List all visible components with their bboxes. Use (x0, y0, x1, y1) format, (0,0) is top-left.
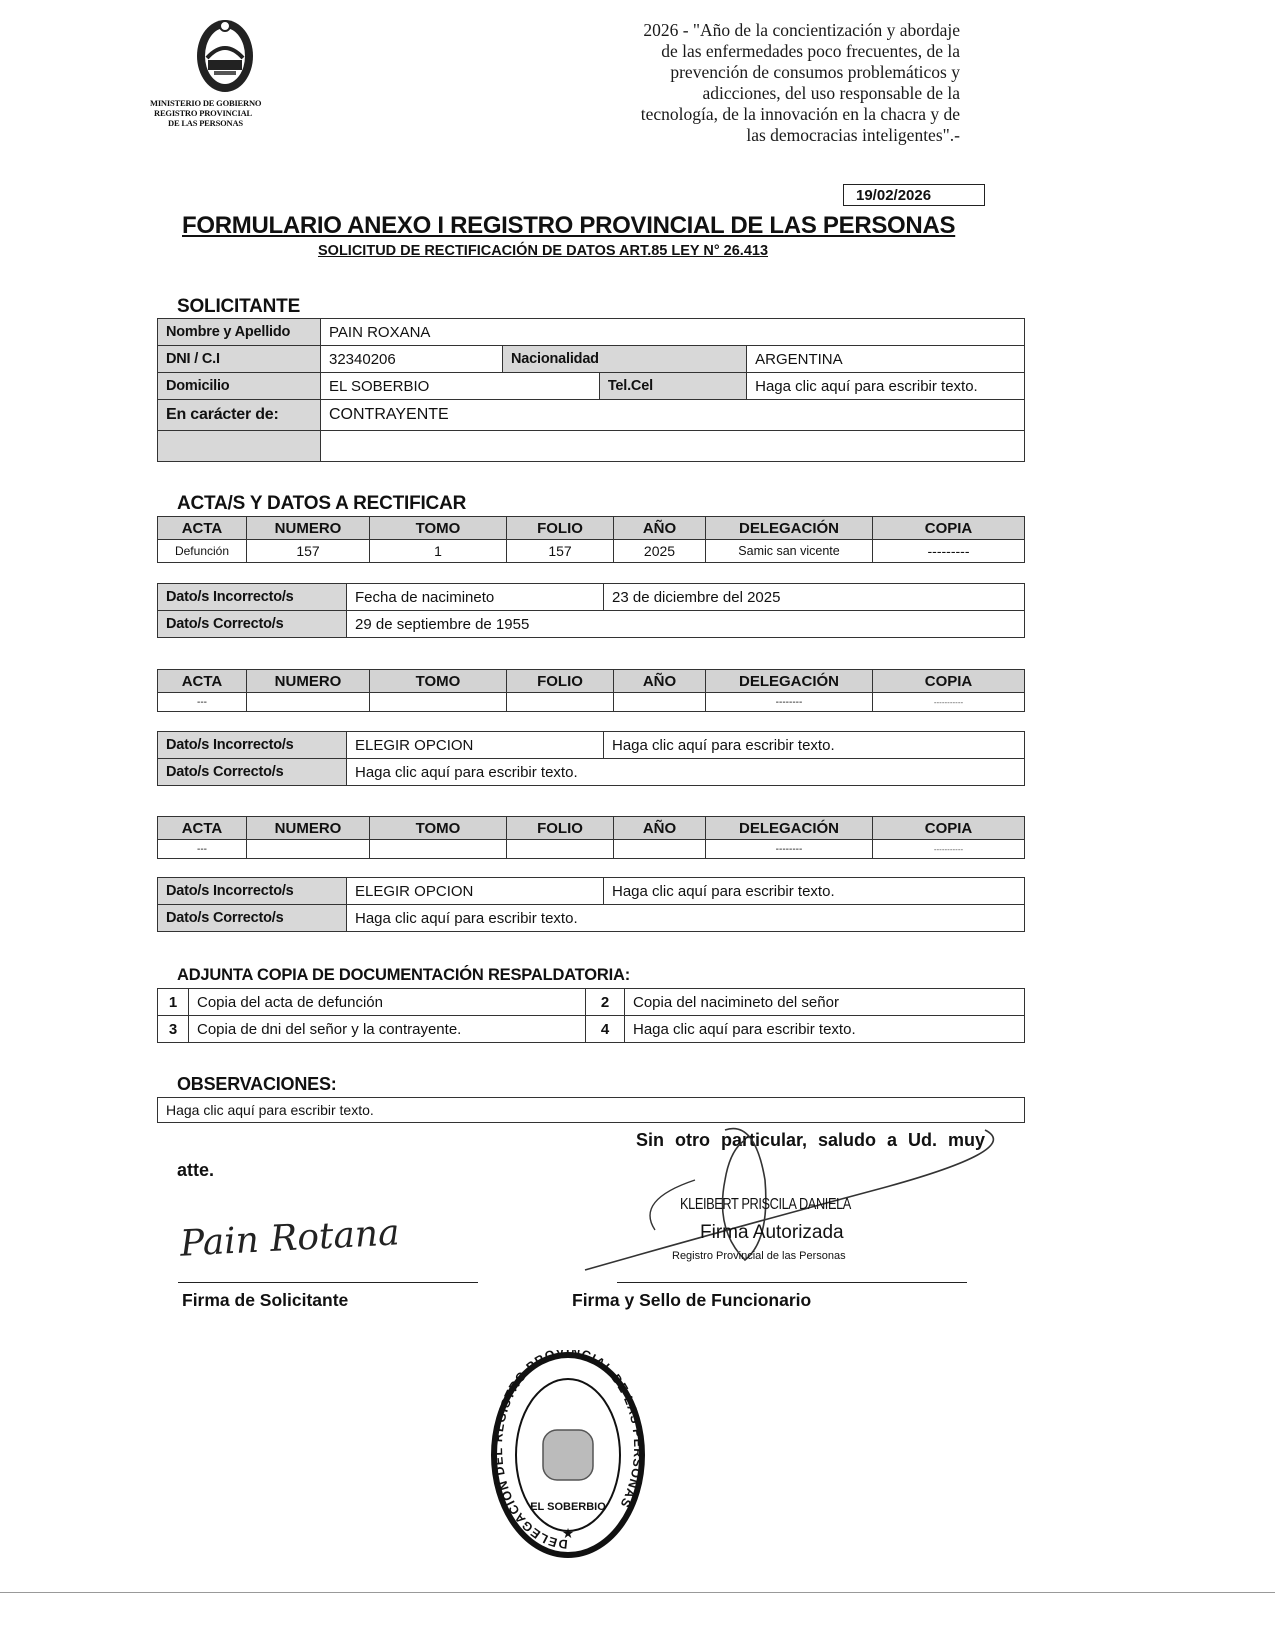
documentacion-table (157, 988, 1025, 1043)
acta-table-3 (157, 816, 1025, 859)
scan-edge-line (0, 1592, 1275, 1593)
incorrect-field-select[interactable]: ELEGIR OPCION (347, 732, 604, 759)
col-copia: COPIA (873, 817, 1025, 840)
anio-cell[interactable]: 2025 (614, 540, 706, 563)
acta-table-2 (157, 669, 1025, 712)
doc-num: 4 (586, 1016, 625, 1043)
incorrect-value-field[interactable]: Haga clic aquí para escribir texto. (604, 878, 1025, 905)
copia-cell[interactable]: ----------- (873, 693, 1025, 712)
acta-cell[interactable]: Defunción (158, 540, 247, 563)
closing-line-2: atte. (177, 1160, 215, 1180)
motto-line: tecnología, de la innovación en la chacra y de (640, 104, 960, 124)
col-folio: FOLIO (507, 517, 614, 540)
motto-line: prevención de consumos problemáticos y (670, 62, 960, 82)
col-anio: AÑO (614, 517, 706, 540)
incorrect-label: Dato/s Incorrecto/s (158, 878, 347, 905)
col-tomo: TOMO (370, 817, 507, 840)
official-signature-label: Firma y Sello de Funcionario (572, 1290, 812, 1310)
anio-cell[interactable] (614, 693, 706, 712)
caracter-label: En carácter de: (158, 400, 321, 431)
nacionalidad-field[interactable]: ARGENTINA (747, 346, 1025, 373)
col-acta: ACTA (158, 517, 247, 540)
telcel-label: Tel.Cel (599, 373, 746, 400)
doc-item-field[interactable]: Copia del acta de defunción (189, 989, 586, 1016)
col-tomo: TOMO (370, 670, 507, 693)
doc-num: 2 (586, 989, 625, 1016)
doc-item-field[interactable]: Copia de dni del señor y la contrayente. (189, 1016, 586, 1043)
col-delegacion: DELEGACIÓN (706, 517, 873, 540)
motto-line: 2026 - "Año de la concientización y abordaje (643, 20, 960, 40)
folio-cell[interactable]: 157 (507, 540, 614, 563)
correct-value-field[interactable]: Haga clic aquí para escribir texto. (347, 759, 1025, 786)
official-name: KLEIBERT PRISCILA DANIELA (680, 1196, 851, 1213)
incorrect-field-select[interactable]: ELEGIR OPCION (347, 878, 604, 905)
applicant-signature-label: Firma de Solicitante (182, 1290, 349, 1310)
dni-label: DNI / C.I (158, 346, 321, 373)
provincial-coat-of-arms-icon (190, 16, 260, 96)
extra-field[interactable] (321, 431, 1025, 462)
nacionalidad-label: Nacionalidad (503, 346, 747, 373)
correct-value-field[interactable]: Haga clic aquí para escribir texto. (347, 905, 1025, 932)
nombre-field[interactable]: PAIN ROXANA (321, 319, 1025, 346)
acta-cell[interactable]: --- (158, 693, 247, 712)
dato-table-1 (157, 583, 1025, 638)
section-title-solicitante: SOLICITANTE (177, 296, 301, 317)
doc-item-field[interactable]: Haga clic aquí para escribir texto. (625, 1016, 1025, 1043)
col-folio: FOLIO (507, 817, 614, 840)
org-line-3: DE LAS PERSONAS (168, 118, 243, 128)
motto-line: de las enfermedades poco frecuentes, de la (661, 41, 960, 61)
org-line-2: REGISTRO PROVINCIAL (154, 108, 252, 118)
col-copia: COPIA (873, 670, 1025, 693)
col-tomo: TOMO (370, 517, 507, 540)
official-org: Registro Provincial de las Personas (672, 1250, 846, 1262)
form-subtitle: SOLICITUD DE RECTIFICACIÓN DE DATOS ART.85 LEY N° 26.413 (318, 243, 769, 259)
tomo-cell[interactable]: 1 (370, 540, 507, 563)
numero-cell[interactable] (247, 840, 370, 859)
incorrect-value-field[interactable]: 23 de diciembre del 2025 (604, 584, 1025, 611)
anio-cell[interactable] (614, 840, 706, 859)
telcel-field[interactable]: Haga clic aquí para escribir texto. (747, 373, 1025, 400)
org-line-1: MINISTERIO DE GOBIERNO (150, 98, 262, 108)
col-numero: NUMERO (247, 817, 370, 840)
seal-center-text: EL SOBERBIO (530, 1501, 606, 1513)
col-numero: NUMERO (247, 517, 370, 540)
solicitante-table (157, 318, 1025, 462)
tomo-cell[interactable] (370, 693, 507, 712)
folio-cell[interactable] (507, 840, 614, 859)
numero-cell[interactable]: 157 (247, 540, 370, 563)
correct-label: Dato/s Correcto/s (158, 905, 347, 932)
doc-num: 3 (158, 1016, 189, 1043)
col-acta: ACTA (158, 817, 247, 840)
observaciones-field[interactable]: Haga clic aquí para escribir texto. (158, 1098, 1025, 1123)
incorrect-value-field[interactable]: Haga clic aquí para escribir texto. (604, 732, 1025, 759)
nombre-label: Nombre y Apellido (158, 319, 321, 346)
col-anio: AÑO (614, 670, 706, 693)
dato-table-2 (157, 731, 1025, 786)
applicant-signature: Pain Rotana (179, 1212, 401, 1265)
doc-item-field[interactable]: Copia del nacimineto del señor (625, 989, 1025, 1016)
col-delegacion: DELEGACIÓN (706, 817, 873, 840)
motto-line: las democracias inteligentes".- (746, 125, 960, 145)
incorrect-label: Dato/s Incorrecto/s (158, 732, 347, 759)
official-signature-line (617, 1282, 967, 1283)
dni-field[interactable]: 32340206 (321, 346, 503, 373)
ministry-logo (150, 16, 300, 128)
domicilio-label: Domicilio (158, 373, 321, 400)
delegacion-cell[interactable]: Samic san vicente (706, 540, 873, 563)
correct-value-field[interactable]: 29 de septiembre de 1955 (347, 611, 1025, 638)
col-delegacion: DELEGACIÓN (706, 670, 873, 693)
col-acta: ACTA (158, 670, 247, 693)
official-seal (488, 1350, 648, 1560)
correct-label: Dato/s Correcto/s (158, 759, 347, 786)
section-title-observaciones: OBSERVACIONES: (177, 1074, 337, 1094)
svg-text:★: ★ (561, 1525, 575, 1541)
col-copia: COPIA (873, 517, 1025, 540)
caracter-field[interactable]: CONTRAYENTE (321, 400, 1025, 431)
numero-cell[interactable] (247, 693, 370, 712)
correct-label: Dato/s Correcto/s (158, 611, 347, 638)
copia-cell[interactable]: ----------- (873, 840, 1025, 859)
incorrect-label: Dato/s Incorrecto/s (158, 584, 347, 611)
closing-line-1: Sin otro particular, saludo a Ud. muy (636, 1130, 986, 1150)
extra-label (158, 431, 321, 462)
acta-table-1 (157, 516, 1025, 563)
acta-cell[interactable]: --- (158, 840, 247, 859)
tomo-cell[interactable] (370, 840, 507, 859)
section-title-documentacion: ADJUNTA COPIA DE DOCUMENTACIÓN RESPALDATORIA: (177, 966, 631, 984)
incorrect-field-select[interactable]: Fecha de nacimineto (347, 584, 604, 611)
col-numero: NUMERO (247, 670, 370, 693)
delegacion-cell[interactable]: -------- (706, 840, 873, 859)
official-role: Firma Autorizada (700, 1222, 844, 1243)
col-anio: AÑO (614, 817, 706, 840)
folio-cell[interactable] (507, 693, 614, 712)
seal-ring-text: DELEGACION DEL REGISTRO PROVINCIAL DE LAS PERSONAS (490, 1350, 646, 1552)
col-folio: FOLIO (507, 670, 614, 693)
domicilio-field[interactable]: EL SOBERBIO (321, 373, 600, 400)
copia-cell[interactable]: --------- (873, 540, 1025, 563)
doc-num: 1 (158, 989, 189, 1016)
dato-table-3 (157, 877, 1025, 932)
applicant-signature-line (178, 1282, 478, 1283)
official-seal-icon (488, 1350, 648, 1560)
motto-line: adicciones, del uso responsable de la (702, 83, 960, 103)
section-title-actas: ACTA/S Y DATOS A RECTIFICAR (177, 493, 467, 514)
date-field[interactable]: 19/02/2026 (843, 184, 985, 206)
year-motto (500, 20, 960, 146)
delegacion-cell[interactable]: -------- (706, 693, 873, 712)
form-title: FORMULARIO ANEXO I REGISTRO PROVINCIAL DE LAS PERSONAS (182, 212, 956, 239)
